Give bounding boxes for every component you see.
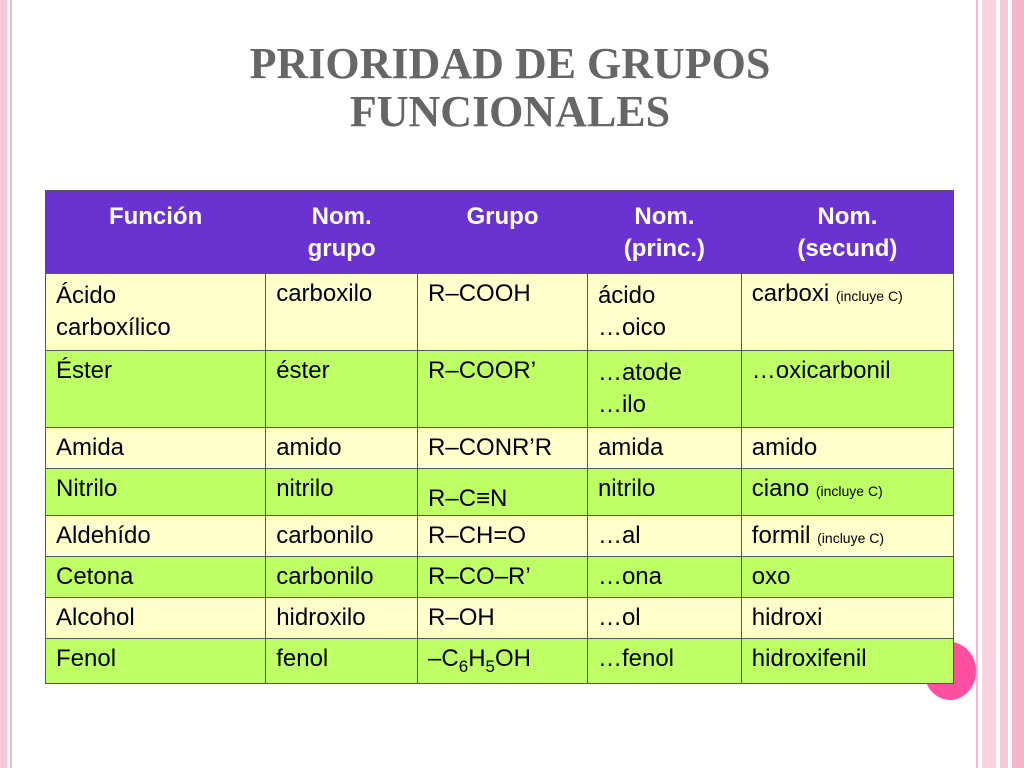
right-decor-stripe-wide: [982, 0, 996, 768]
cell-grupo: R–C≡N: [418, 469, 588, 516]
right-decor-stripe-edge: [1012, 0, 1024, 768]
cell-nom-princ: amida: [587, 428, 741, 469]
cell-nom-princ: …ona: [587, 557, 741, 598]
cell-grupo: R–COOR’: [418, 351, 588, 428]
cell-grupo: R–CONR’R: [418, 428, 588, 469]
cell-nom-princ: nitrilo: [587, 469, 741, 516]
table-row-amida: [46, 428, 954, 469]
table-row-fenol: [46, 639, 954, 684]
cell-grupo: R–COOH: [418, 274, 588, 351]
cell-nom-grupo: éster: [266, 351, 418, 428]
left-decor-stripe: [0, 0, 7, 768]
slide-title: [160, 40, 860, 136]
right-decor-stripe-mid: [1000, 0, 1008, 768]
cell-nom-grupo: amido: [266, 428, 418, 469]
table-row-cetona: [46, 557, 954, 598]
cell-nom-grupo: fenol: [266, 639, 418, 684]
table-row-alcohol: [46, 598, 954, 639]
cell-nom-princ: …atode …ilo: [587, 351, 741, 428]
cell-funcion: Cetona: [46, 557, 266, 598]
header-nom-princ: Nom. (princ.): [587, 191, 741, 274]
cell-grupo: R–CH=O: [418, 516, 588, 557]
cell-grupo: R–OH: [418, 598, 588, 639]
table-row-aldehido: [46, 516, 954, 557]
table-row-ester: [46, 351, 954, 428]
left-decor-line: [10, 0, 12, 768]
table-row-acido: [46, 274, 954, 351]
table-row-nitrilo: [46, 469, 954, 516]
header-nom-secund: Nom. (secund): [741, 191, 953, 274]
cell-nom-secund: …oxicarbonil: [741, 351, 953, 428]
cell-funcion: Fenol: [46, 639, 266, 684]
cell-funcion: Aldehído: [46, 516, 266, 557]
cell-grupo: $-C_6H_5OH$: [418, 639, 588, 684]
cell-nom-princ: …fenol: [587, 639, 741, 684]
cell-nom-secund: formil (incluye C): [741, 516, 953, 557]
cell-nom-secund: oxo: [741, 557, 953, 598]
slide-title-line2: FUNCIONALES: [349, 87, 671, 136]
cell-funcion: Alcohol: [46, 598, 266, 639]
header-grupo: Grupo: [418, 191, 588, 274]
cell-nom-princ: ácido …oico: [587, 274, 741, 351]
cell-grupo: R–CO–R’: [418, 557, 588, 598]
cell-funcion: Amida: [46, 428, 266, 469]
cell-nom-secund: hidroxifenil: [741, 639, 953, 684]
cell-nom-grupo: carbonilo: [266, 557, 418, 598]
cell-nom-grupo: nitrilo: [266, 469, 418, 516]
cell-nom-secund: amido: [741, 428, 953, 469]
table-header-row: [46, 191, 954, 274]
slide-title-line1: PRIORIDAD DE GRUPOS: [249, 39, 771, 88]
right-decor-line: [976, 0, 978, 768]
cell-nom-secund: carboxi (incluye C): [741, 274, 953, 351]
header-funcion: Función: [46, 191, 266, 274]
cell-nom-secund: ciano (incluye C): [741, 469, 953, 516]
header-nom-grupo: Nom. grupo: [266, 191, 418, 274]
cell-nom-grupo: hidroxilo: [266, 598, 418, 639]
cell-nom-grupo: carboxilo: [266, 274, 418, 351]
cell-nom-grupo: carbonilo: [266, 516, 418, 557]
priority-table: [45, 190, 954, 684]
cell-funcion: Éster: [46, 351, 266, 428]
cell-funcion: Ácido carboxílico: [46, 274, 266, 351]
cell-nom-princ: …ol: [587, 598, 741, 639]
cell-nom-princ: …al: [587, 516, 741, 557]
cell-nom-secund: hidroxi: [741, 598, 953, 639]
cell-funcion: Nitrilo: [46, 469, 266, 516]
